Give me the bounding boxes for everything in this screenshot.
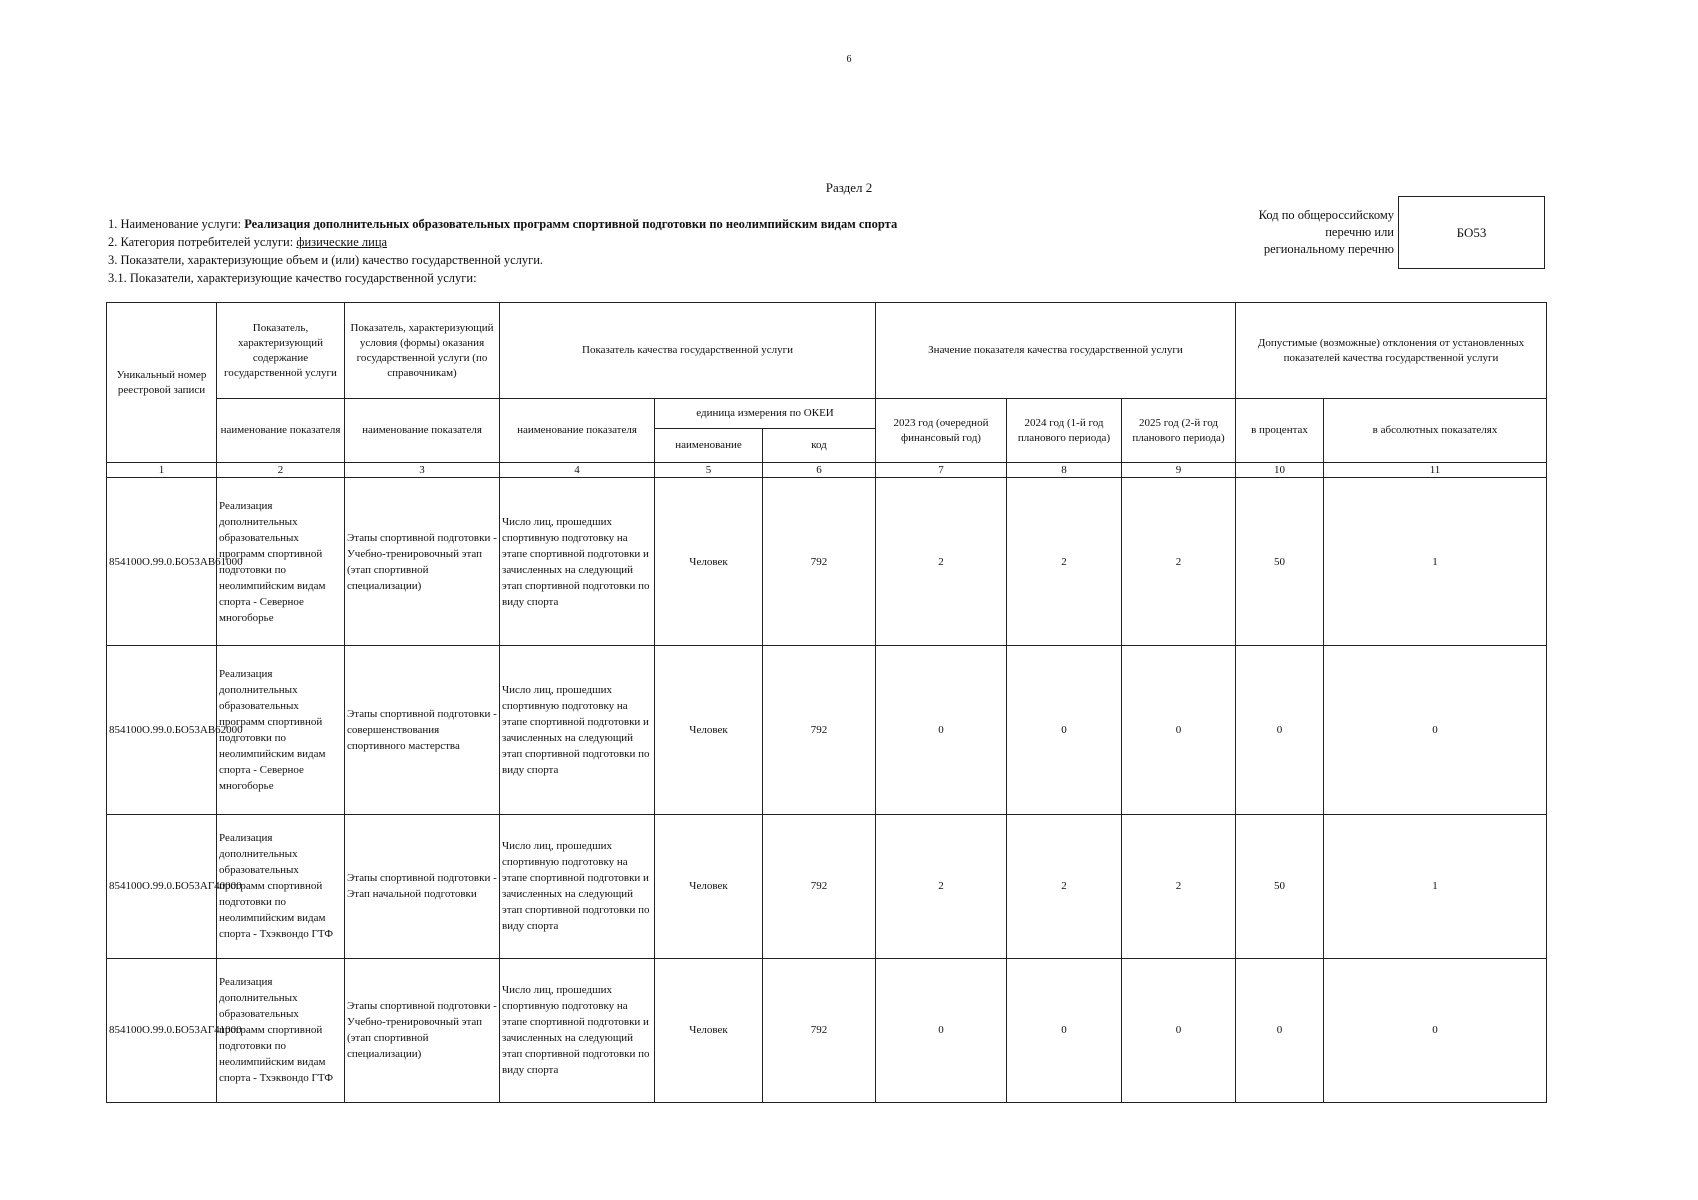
header-okei-name: наименование xyxy=(655,429,763,463)
column-number: 11 xyxy=(1324,463,1547,478)
header-percent: в процентах xyxy=(1236,399,1324,463)
page-number: 6 xyxy=(846,54,852,65)
value-2023: 2 xyxy=(876,814,1007,958)
unit-code: 792 xyxy=(763,478,876,646)
conditions-indicator: Этапы спортивной подготовки - Учебно-тренировочный этап (этап спортивной специализации) xyxy=(345,958,500,1102)
value-2023: 2 xyxy=(876,478,1007,646)
registry-code-value: БО53 xyxy=(1456,224,1487,240)
record-id: 854100О.99.0.БО53АВ62000 xyxy=(107,646,217,814)
value-2025: 0 xyxy=(1122,646,1236,814)
table-row xyxy=(107,646,1547,814)
deviation-percent: 50 xyxy=(1236,478,1324,646)
value-2023: 0 xyxy=(876,646,1007,814)
header-year-2024: 2024 год (1-й год планового периода) xyxy=(1007,399,1122,463)
quality-indicators-table xyxy=(106,302,1547,1103)
content-indicator: Реализация дополнительных образовательных программ спортивной подготовки по неолимпийским видам спорта - Северное многоборье xyxy=(217,478,345,646)
column-number: 7 xyxy=(876,463,1007,478)
value-2025: 0 xyxy=(1122,958,1236,1102)
content-indicator: Реализация дополнительных образовательных программ спортивной подготовки по неолимпийским видам спорта - Тхэквондо ГТФ xyxy=(217,814,345,958)
service-name-value: Реализация дополнительных образовательных программ спортивной подготовки по неолимпийским видам спорта xyxy=(244,217,898,231)
column-number: 8 xyxy=(1007,463,1122,478)
header-year-2025: 2025 год (2-й год планового периода) xyxy=(1122,399,1236,463)
deviation-percent: 0 xyxy=(1236,646,1324,814)
consumer-category-prefix: 2. Категория потребителей услуги: xyxy=(108,235,297,249)
code-label-line-3: региональному перечню xyxy=(1263,242,1394,256)
unit-name: Человек xyxy=(655,814,763,958)
header-conditions-indicator: Показатель, характеризующий условия (формы) оказания государственной услуги (по справочникам) xyxy=(345,303,500,399)
header-quality-indicator: Показатель качества государственной услуги xyxy=(500,303,876,399)
header-unique-number: Уникальный номер реестровой записи xyxy=(107,303,217,463)
value-2024: 0 xyxy=(1007,646,1122,814)
header-absolute: в абсолютных показателях xyxy=(1324,399,1547,463)
column-number: 1 xyxy=(107,463,217,478)
consumer-category-line xyxy=(108,233,897,251)
value-2024: 2 xyxy=(1007,814,1122,958)
column-numbers-row xyxy=(107,463,1547,478)
record-id: 854100О.99.0.БО53АГ41000 xyxy=(107,958,217,1102)
content-indicator: Реализация дополнительных образовательных программ спортивной подготовки по неолимпийским видам спорта - Северное многоборье xyxy=(217,646,345,814)
code-label-line-2: перечню или xyxy=(1325,225,1394,239)
column-number: 6 xyxy=(763,463,876,478)
consumer-category-value: физические лица xyxy=(296,235,388,249)
deviation-absolute: 0 xyxy=(1324,646,1547,814)
quality-indicators-line: 3.1. Показатели, характеризующие качество государственной услуги: xyxy=(108,271,477,285)
table-row xyxy=(107,958,1547,1102)
unit-code: 792 xyxy=(763,958,876,1102)
column-number: 3 xyxy=(345,463,500,478)
quality-indicator: Число лиц, прошедших спортивную подготовку на этапе спортивной подготовки и зачисленных на следующий этап спортивной подготовки по виду спорта xyxy=(500,814,655,958)
header-indicator-name-4: наименование показателя xyxy=(500,399,655,463)
value-2024: 0 xyxy=(1007,958,1122,1102)
column-number: 2 xyxy=(217,463,345,478)
column-number: 4 xyxy=(500,463,655,478)
record-id: 854100О.99.0.БО53АГ40000 xyxy=(107,814,217,958)
value-2024: 2 xyxy=(1007,478,1122,646)
quality-indicator: Число лиц, прошедших спортивную подготовку на этапе спортивной подготовки и зачисленных на следующий этап спортивной подготовки по виду спорта xyxy=(500,646,655,814)
unit-name: Человек xyxy=(655,958,763,1102)
unit-code: 792 xyxy=(763,814,876,958)
deviation-absolute: 0 xyxy=(1324,958,1547,1102)
quality-indicator: Число лиц, прошедших спортивную подготовку на этапе спортивной подготовки и зачисленных на следующий этап спортивной подготовки по виду спорта xyxy=(500,478,655,646)
header-year-2023: 2023 год (очередной финансовый год) xyxy=(876,399,1007,463)
column-number: 5 xyxy=(655,463,763,478)
registry-code-label xyxy=(1150,207,1394,258)
header-deviations: Допустимые (возможные) отклонения от установленных показателей качества государственной услуги xyxy=(1236,303,1547,399)
value-2023: 0 xyxy=(876,958,1007,1102)
conditions-indicator: Этапы спортивной подготовки - Учебно-тренировочный этап (этап спортивной специализации) xyxy=(345,478,500,646)
service-info xyxy=(108,215,897,287)
header-indicator-name-3: наименование показателя xyxy=(345,399,500,463)
service-name-prefix: 1. Наименование услуги: xyxy=(108,217,245,231)
unit-name: Человек xyxy=(655,478,763,646)
section-title: Раздел 2 xyxy=(825,180,873,195)
deviation-absolute: 1 xyxy=(1324,478,1547,646)
unit-name: Человек xyxy=(655,646,763,814)
registry-code-box xyxy=(1398,196,1545,269)
conditions-indicator: Этапы спортивной подготовки - Этап начальной подготовки xyxy=(345,814,500,958)
deviation-percent: 50 xyxy=(1236,814,1324,958)
indicators-line: 3. Показатели, характеризующие объем и (или) качество государственной услуги. xyxy=(108,253,544,267)
unit-code: 792 xyxy=(763,646,876,814)
header-indicator-name-2: наименование показателя xyxy=(217,399,345,463)
value-2025: 2 xyxy=(1122,814,1236,958)
column-number: 9 xyxy=(1122,463,1236,478)
table-row xyxy=(107,814,1547,958)
conditions-indicator: Этапы спортивной подготовки - совершенствования спортивного мастерства xyxy=(345,646,500,814)
deviation-absolute: 1 xyxy=(1324,814,1547,958)
service-name-line xyxy=(108,215,897,233)
header-okei-unit: единица измерения по ОКЕИ xyxy=(655,399,876,429)
header-quality-value: Значение показателя качества государственной услуги xyxy=(876,303,1236,399)
column-number: 10 xyxy=(1236,463,1324,478)
deviation-percent: 0 xyxy=(1236,958,1324,1102)
code-label-line-1: Код по общероссийскому xyxy=(1258,208,1394,222)
header-okei-code: код xyxy=(763,429,876,463)
content-indicator: Реализация дополнительных образовательных программ спортивной подготовки по неолимпийским видам спорта - Тхэквондо ГТФ xyxy=(217,958,345,1102)
quality-indicator: Число лиц, прошедших спортивную подготовку на этапе спортивной подготовки и зачисленных на следующий этап спортивной подготовки по виду спорта xyxy=(500,958,655,1102)
table-row xyxy=(107,478,1547,646)
record-id: 854100О.99.0.БО53АВ61000 xyxy=(107,478,217,646)
value-2025: 2 xyxy=(1122,478,1236,646)
header-content-indicator: Показатель, характеризующий содержание государственной услуги xyxy=(217,303,345,399)
